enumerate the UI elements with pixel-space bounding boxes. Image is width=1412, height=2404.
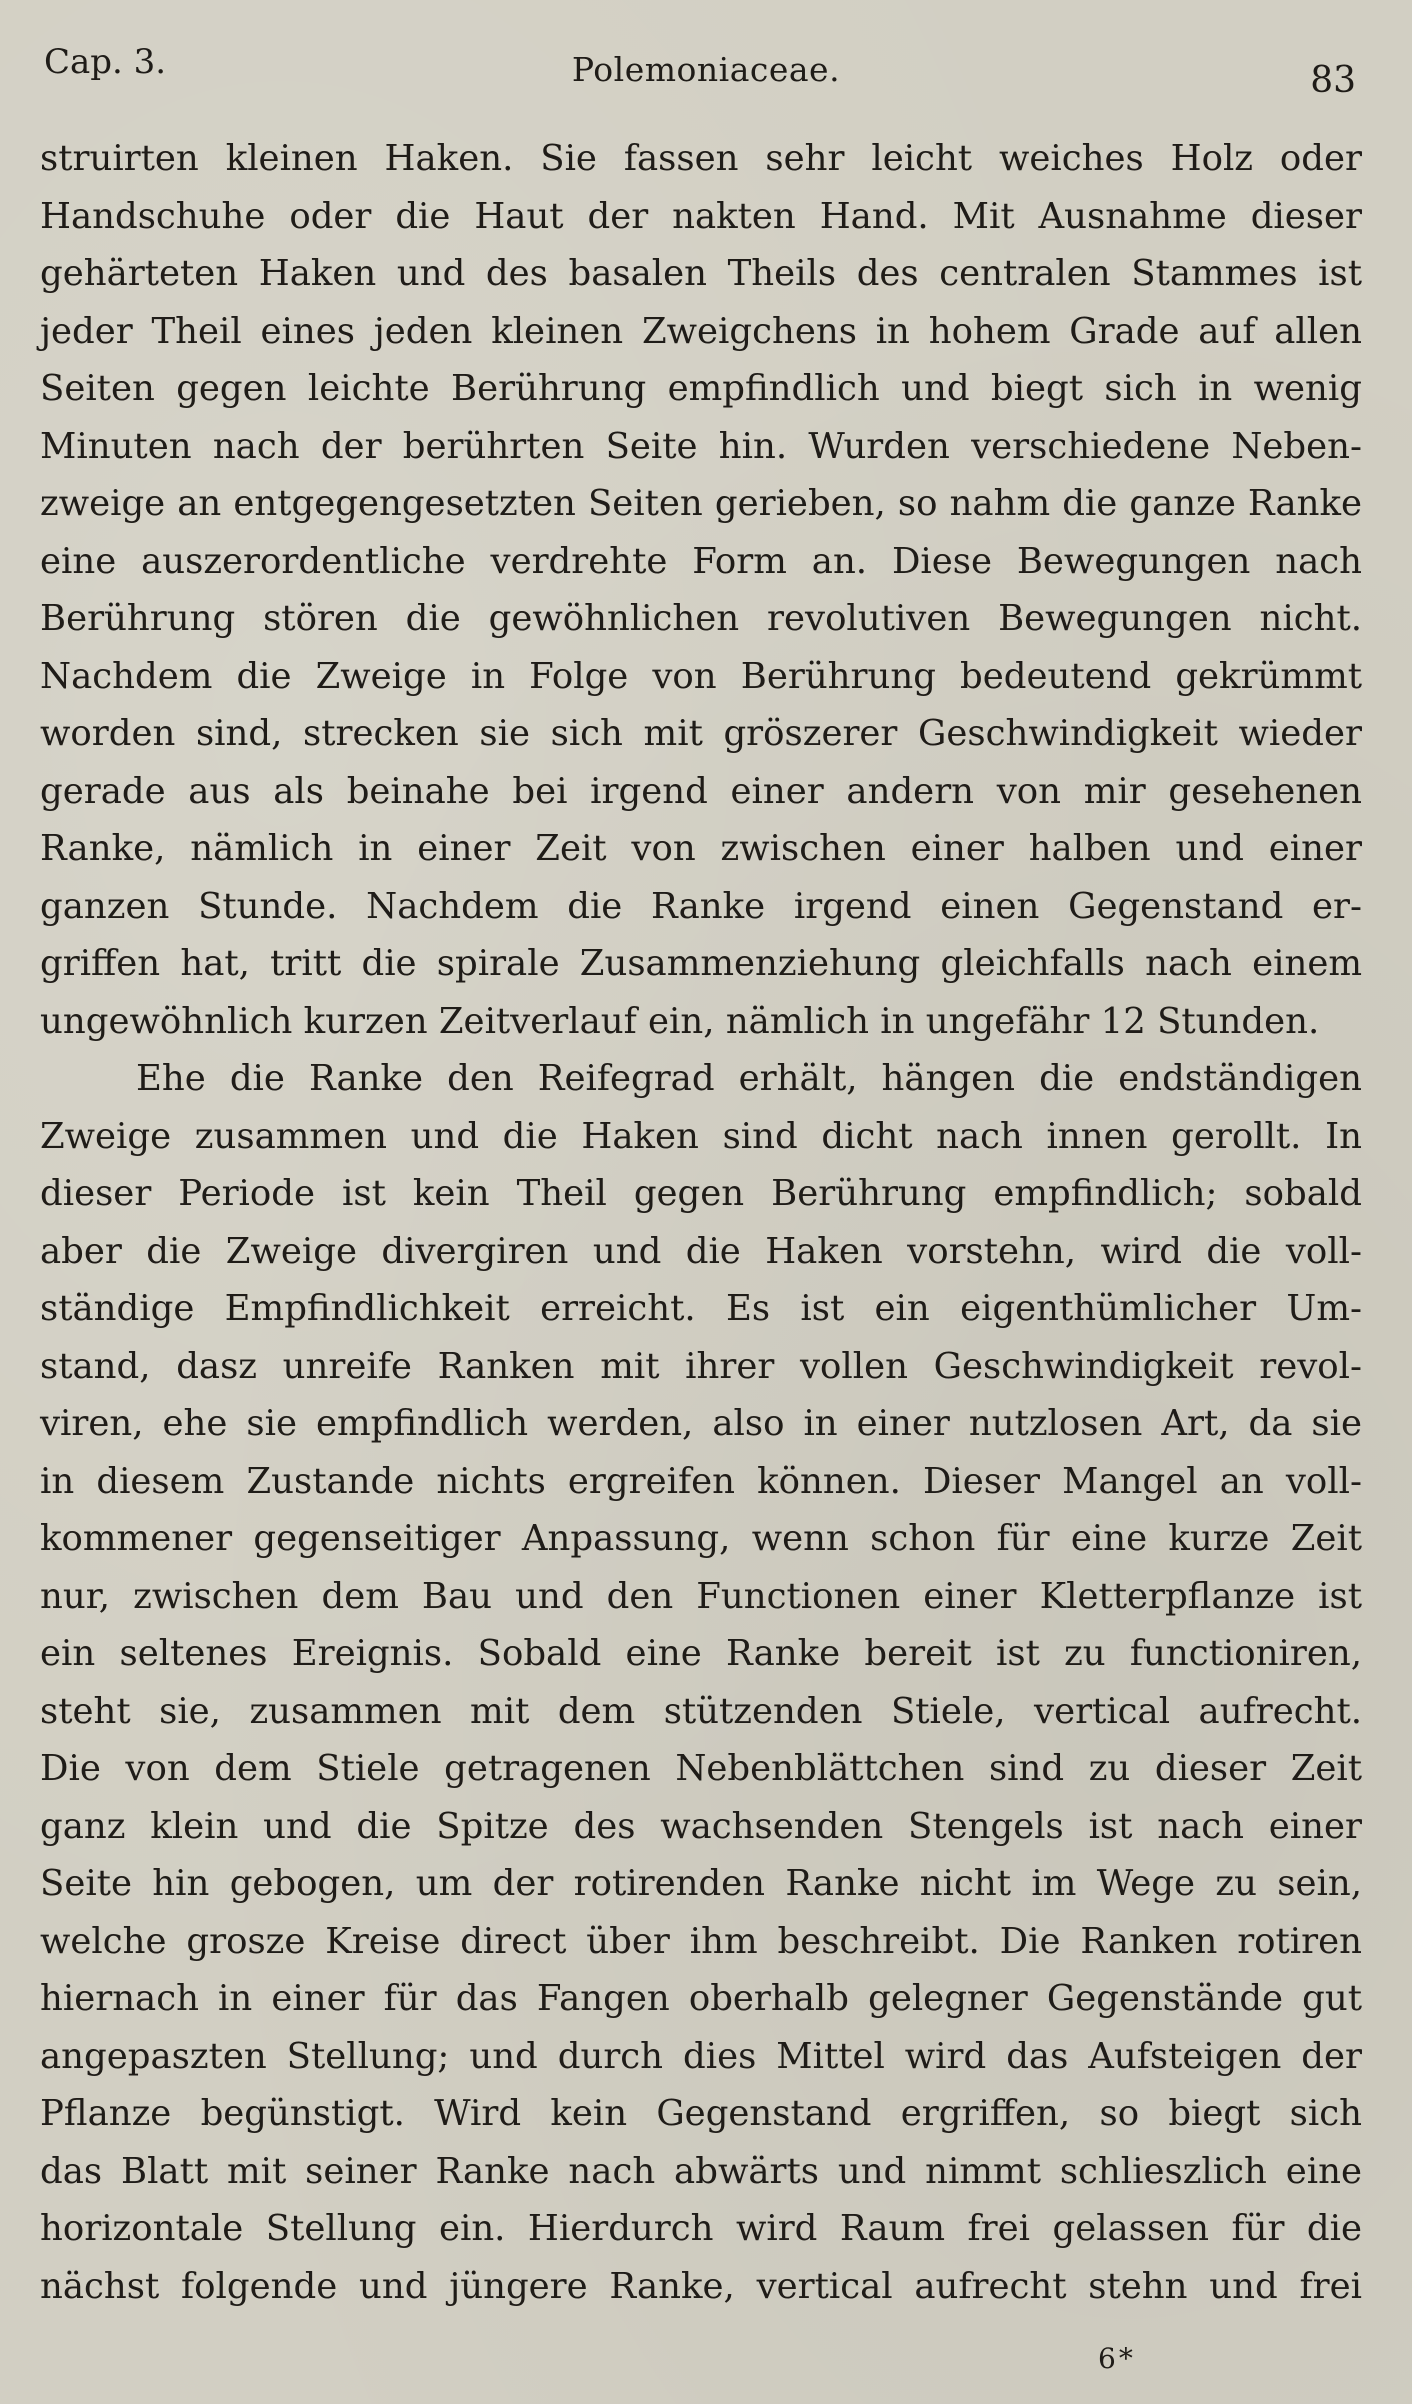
text-line: horizontale Stellung ein. Hierdurch wird Raum frei gelassen für die — [40, 2208, 1362, 2249]
text-line: Ehe die Ranke den Reifegrad erhält, hängen die endständigen — [136, 1058, 1362, 1099]
text-line: in diesem Zustande nichts ergreifen können. Dieser Mangel an voll- — [40, 1460, 1362, 1502]
text-line: ganz klein und die Spitze des wachsenden Stengels ist nach einer — [40, 1805, 1362, 1847]
text-line: Berührung stören die gewöhnlichen revolutiven Bewegungen nicht. — [40, 598, 1362, 639]
text-line: Pflanze begünstigt. Wird kein Gegenstand ergriffen, so biegt sich — [40, 2093, 1362, 2134]
text-line: Zweige zusammen und die Haken sind dicht nach innen gerollt. In — [40, 1115, 1362, 1157]
text-line: Minuten nach der berührten Seite hin. Wurden verschiedene Neben- — [40, 425, 1362, 467]
text-line: ein seltenes Ereignis. Sobald eine Ranke bereit ist zu functioniren, — [40, 1633, 1362, 1674]
text-line: eine auszerordentliche verdrehte Form an. Diese Bewegungen nach — [40, 540, 1362, 582]
text-line: dieser Periode ist kein Theil gegen Berührung empfindlich; sobald — [40, 1173, 1362, 1214]
text-line: Seite hin gebogen, um der rotirenden Ranke nicht im Wege zu sein, — [40, 1863, 1362, 1904]
text-line: nur, zwischen dem Bau und den Functionen einer Kletterpflanze ist — [40, 1575, 1362, 1617]
text-line: nächst folgende und jüngere Ranke, vertical aufrecht stehn und frei — [40, 2265, 1362, 2307]
text-line: Ranke, nämlich in einer Zeit von zwischen einer halben und einer — [40, 828, 1362, 869]
text-line: jeder Theil eines jeden kleinen Zweigchens in hohem Grade auf allen — [40, 310, 1362, 352]
page-number: 83 — [1310, 60, 1356, 101]
text-line: kommener gegenseitiger Anpassung, wenn schon für eine kurze Zeit — [40, 1518, 1362, 1559]
text-line: das Blatt mit seiner Ranke nach abwärts und nimmt schlieszlich eine — [40, 2150, 1362, 2192]
text-line: gerade aus als beinahe bei irgend einer andern von mir gesehenen — [40, 770, 1362, 812]
text-line: ganzen Stunde. Nachdem die Ranke irgend einen Gegenstand er- — [40, 885, 1362, 927]
text-line: zweige an entgegengesetzten Seiten gerieben, so nahm die ganze Ranke — [40, 483, 1362, 524]
text-line: Die von dem Stiele getragenen Nebenblättchen sind zu dieser Zeit — [40, 1748, 1362, 1789]
text-line: gehärteten Haken und des basalen Theils des centralen Stammes ist — [40, 253, 1362, 294]
text-line: steht sie, zusammen mit dem stützenden Stiele, vertical aufrecht. — [40, 1690, 1362, 1732]
text-line: Handschuhe oder die Haut der nakten Hand. Mit Ausnahme dieser — [40, 195, 1362, 237]
text-line: hiernach in einer für das Fangen oberhalb gelegner Gegenstände gut — [40, 1978, 1362, 2019]
signature-mark: 6* — [1098, 2342, 1136, 2375]
text-line: griffen hat, tritt die spirale Zusammenziehung gleichfalls nach einem — [40, 943, 1362, 984]
text-line: worden sind, strecken sie sich mit gröszerer Geschwindigkeit wieder — [40, 713, 1362, 754]
text-line: angepaszten Stellung; und durch dies Mittel wird das Aufsteigen der — [40, 2035, 1362, 2077]
text-line: struirten kleinen Haken. Sie fassen sehr leicht weiches Holz oder — [40, 138, 1362, 179]
text-line: aber die Zweige divergiren und die Haken vorstehn, wird die voll- — [40, 1230, 1362, 1272]
text-line: stand, dasz unreife Ranken mit ihrer vollen Geschwindigkeit revol- — [40, 1345, 1362, 1387]
text-line: Seiten gegen leichte Berührung empfindlich und biegt sich in wenig — [40, 368, 1362, 409]
text-line: ständige Empfindlichkeit erreicht. Es ist ein eigenthümlicher Um- — [40, 1288, 1362, 1329]
running-head — [44, 40, 1368, 110]
text-line: Nachdem die Zweige in Folge von Berührung bedeutend gekrümmt — [40, 655, 1362, 697]
text-line: ungewöhnlich kurzen Zeitverlauf ein, nämlich in ungefähr 12 Stunden. — [40, 1000, 1320, 1042]
body-text — [40, 130, 1362, 2315]
section-title: Polemoniaceae. — [571, 50, 841, 89]
text-line: welche grosze Kreise direct über ihm beschreibt. Die Ranken rotiren — [40, 1920, 1362, 1962]
chapter-label: Cap. 3. — [44, 42, 167, 82]
text-line: viren, ehe sie empfindlich werden, also in einer nutzlosen Art, da sie — [40, 1403, 1362, 1444]
